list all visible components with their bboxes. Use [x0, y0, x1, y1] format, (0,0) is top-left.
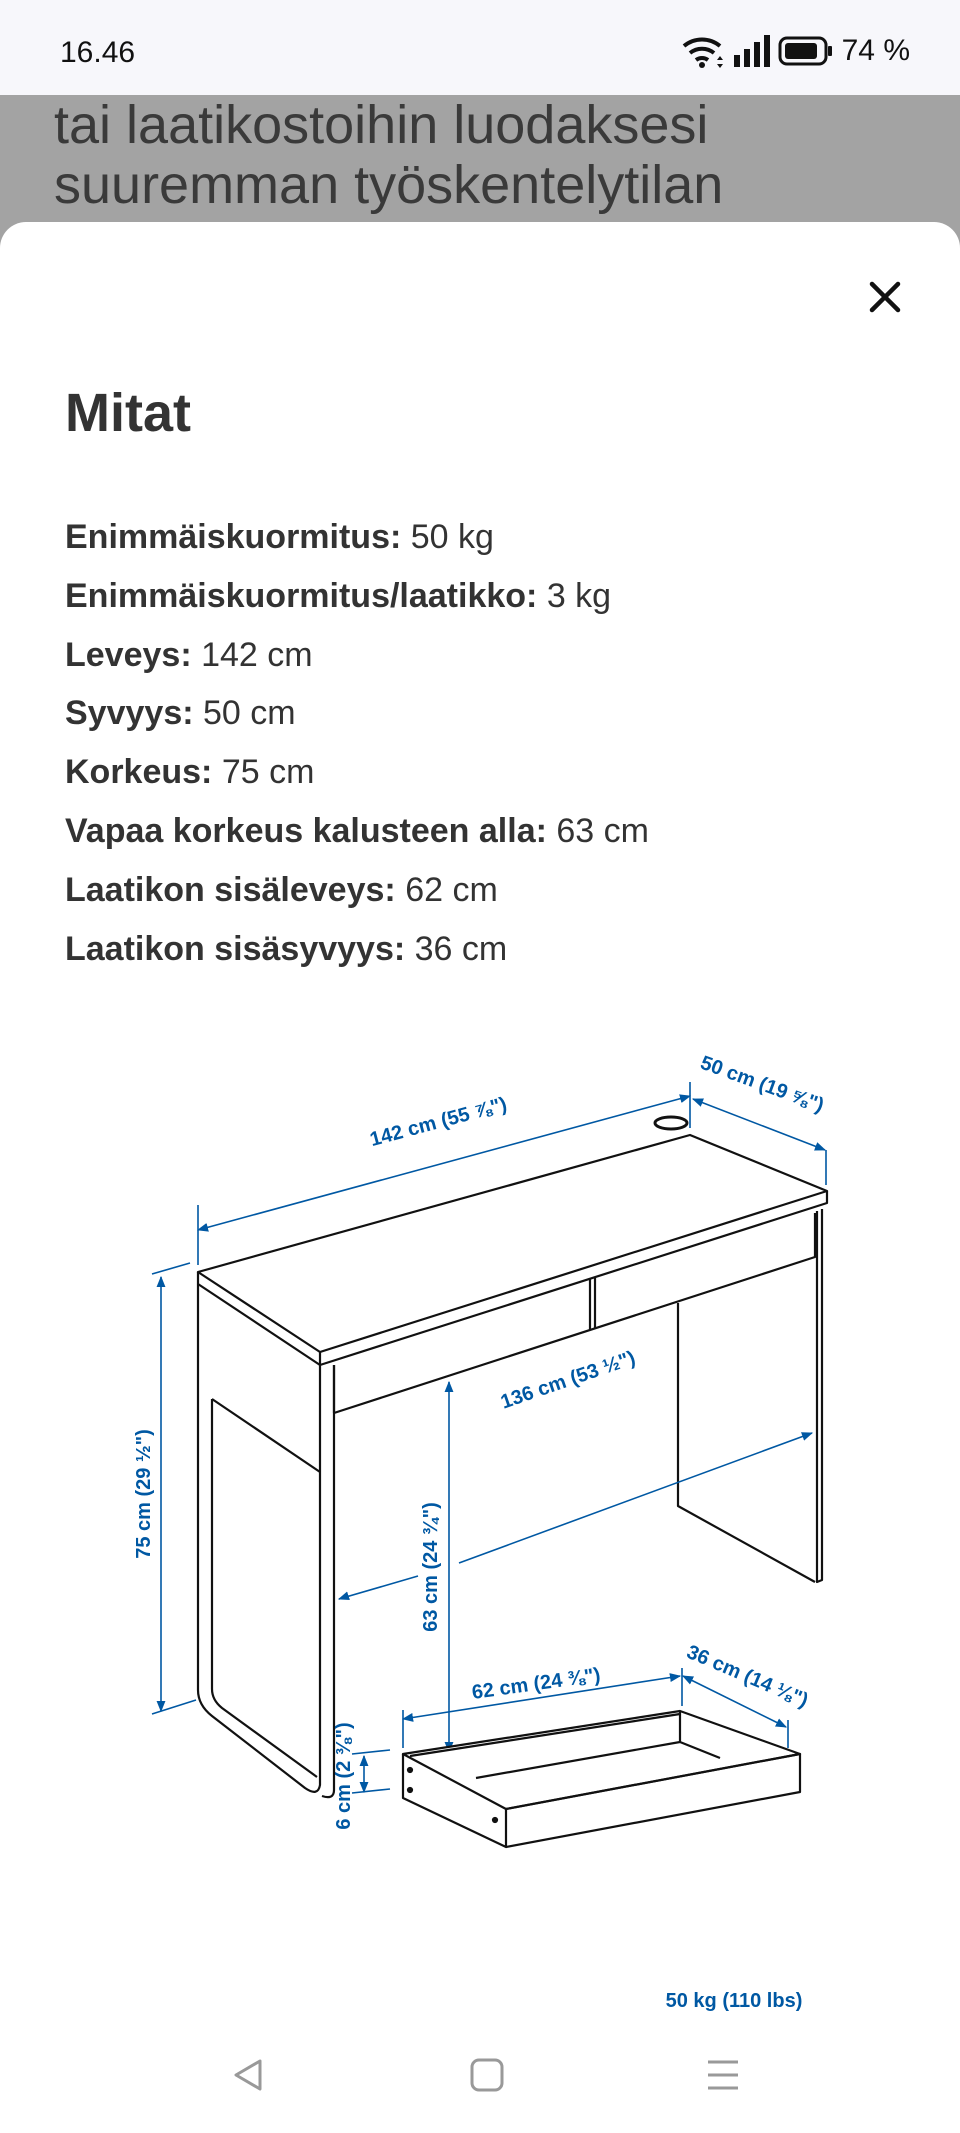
clock: 16.46: [60, 36, 136, 69]
max-load-label: 50 kg (110 lbs): [665, 1990, 803, 2012]
spec-label: Leveys:: [65, 635, 192, 674]
spec-label: Laatikon sisäleveys:: [65, 870, 396, 909]
battery-level: 74 %: [841, 34, 910, 67]
background-text-line: suuremman työskentelytilan: [54, 155, 724, 215]
spec-label: Vapaa korkeus kalusteen alla:: [65, 811, 547, 850]
spec-label: Korkeus:: [65, 753, 213, 792]
back-icon[interactable]: [232, 2058, 264, 2092]
spec-label: Enimmäiskuormitus/laatikko:: [65, 576, 538, 615]
spec-value: 50 kg: [401, 518, 494, 556]
drawer-width-label: 62 cm (24 ⅜"): [470, 1664, 602, 1704]
home-icon[interactable]: [470, 2058, 504, 2092]
spec-label: Syvyys:: [65, 694, 194, 733]
dimensions-sheet: [0, 222, 960, 2133]
drawer-drawing: [403, 1711, 800, 1847]
menu-icon[interactable]: [706, 2058, 740, 2092]
spec-value: 62 cm: [395, 870, 498, 909]
spec-value: 142 cm: [191, 635, 313, 674]
system-nav-bar: [0, 2030, 960, 2133]
spec-label: Enimmäiskuormitus:: [65, 518, 402, 556]
page-title: Mitat: [65, 383, 191, 443]
spec-label: Laatikon sisäsyvyys:: [65, 929, 406, 968]
spec-value: 63 cm: [546, 811, 649, 850]
dimension-diagram: [0, 222, 960, 2133]
drawer-height-label: 6 cm (2 ⅜"): [333, 1722, 355, 1830]
drawer-depth-label: 36 cm (14 ⅛"): [683, 1641, 812, 1712]
status-bar: [0, 0, 960, 95]
desk-inner-width-label: 136 cm (53 ½"): [497, 1347, 639, 1414]
signal-icon: [734, 35, 770, 67]
spec-value: 75 cm: [212, 753, 315, 792]
background-text-line: tai laatikostoihin luodaksesi: [54, 95, 709, 155]
wifi-icon: [682, 34, 726, 68]
desk-height-label: 75 cm (29 ½"): [133, 1429, 155, 1559]
spec-value: 36 cm: [405, 929, 508, 968]
battery-icon: [778, 36, 834, 66]
desk-clearance-label: 63 cm (24 ¾"): [420, 1502, 442, 1632]
desk-depth-label: 50 cm (19 ⅝"): [697, 1051, 827, 1117]
spec-value: 3 kg: [537, 576, 612, 615]
desk-width-label: 142 cm (55 ⅞"): [367, 1093, 510, 1152]
spec-value: 50 cm: [193, 694, 296, 733]
